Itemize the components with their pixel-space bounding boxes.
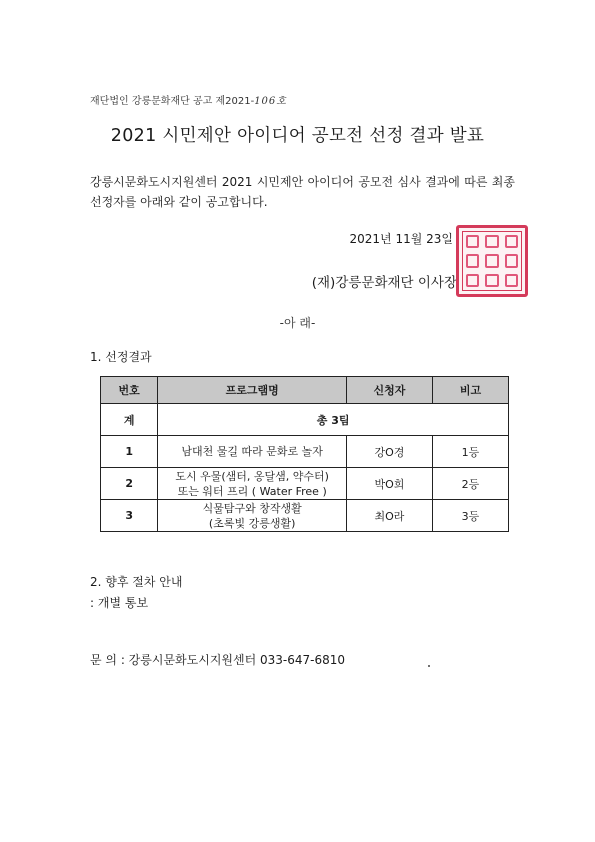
seal-pattern bbox=[462, 231, 522, 291]
row-note: 1등 bbox=[432, 436, 508, 468]
column-header-applicant: 신청자 bbox=[347, 377, 433, 404]
stray-dot bbox=[428, 665, 430, 667]
total-value: 총 3팀 bbox=[158, 404, 509, 436]
column-header-number: 번호 bbox=[101, 377, 158, 404]
announcement-date: 2021년 11월 23일 bbox=[349, 232, 453, 246]
below-marker: -아 래- bbox=[279, 316, 316, 330]
program-line: 또는 워터 프리 ( Water Free ) bbox=[177, 484, 327, 498]
section-heading-results: 1. 선정결과 bbox=[90, 350, 152, 364]
row-program bbox=[158, 436, 347, 468]
row-number: 3 bbox=[101, 500, 158, 532]
table-row bbox=[101, 436, 509, 468]
program-line: (초록빛 강릉생활) bbox=[208, 516, 296, 530]
row-note: 3등 bbox=[432, 500, 508, 532]
row-number: 1 bbox=[101, 436, 158, 468]
page-title: 2021 시민제안 아이디어 공모전 선정 결과 발표 bbox=[110, 126, 485, 146]
notice-number-handwritten: 106호 bbox=[254, 96, 287, 107]
row-applicant: 강O경 bbox=[347, 436, 433, 468]
row-applicant: 최O라 bbox=[347, 500, 433, 532]
official-seal-stamp bbox=[456, 225, 528, 297]
table-header-row bbox=[101, 377, 509, 404]
table-total-row bbox=[101, 404, 509, 436]
column-header-note: 비고 bbox=[432, 377, 508, 404]
section-heading-next-steps: 2. 향후 절차 안내 bbox=[90, 575, 183, 589]
results-table bbox=[100, 376, 509, 532]
program-line: 도시 우물(샘터, 옹달샘, 약수터) bbox=[175, 469, 329, 483]
column-header-program: 프로그램명 bbox=[158, 377, 347, 404]
row-program bbox=[158, 500, 347, 532]
total-label: 계 bbox=[101, 404, 158, 436]
table-row bbox=[101, 500, 509, 532]
table-row bbox=[101, 468, 509, 500]
row-applicant: 박O희 bbox=[347, 468, 433, 500]
row-program bbox=[158, 468, 347, 500]
notice-number-text: 재단법인 강릉문화재단 공고 제2021- bbox=[90, 96, 255, 107]
contact-info: 문 의 : 강릉시문화도시지원센터 033-647-6810 bbox=[90, 653, 346, 667]
next-steps-detail: : 개별 통보 bbox=[90, 596, 149, 610]
signer-name: (재)강릉문화재단 이사장 bbox=[311, 275, 457, 291]
program-line: 남대천 물길 따라 문화로 놀자 bbox=[181, 445, 323, 458]
program-line: 식물탐구와 창작생활 bbox=[202, 501, 302, 515]
row-note: 2등 bbox=[432, 468, 508, 500]
notice-number bbox=[90, 92, 287, 107]
intro-paragraph: 강릉시문화도시지원센터 2021 시민제안 아이디어 공모전 심사 결과에 따른 최종 선정자를 아래와 같이 공고합니다. bbox=[90, 175, 515, 209]
row-number: 2 bbox=[101, 468, 158, 500]
